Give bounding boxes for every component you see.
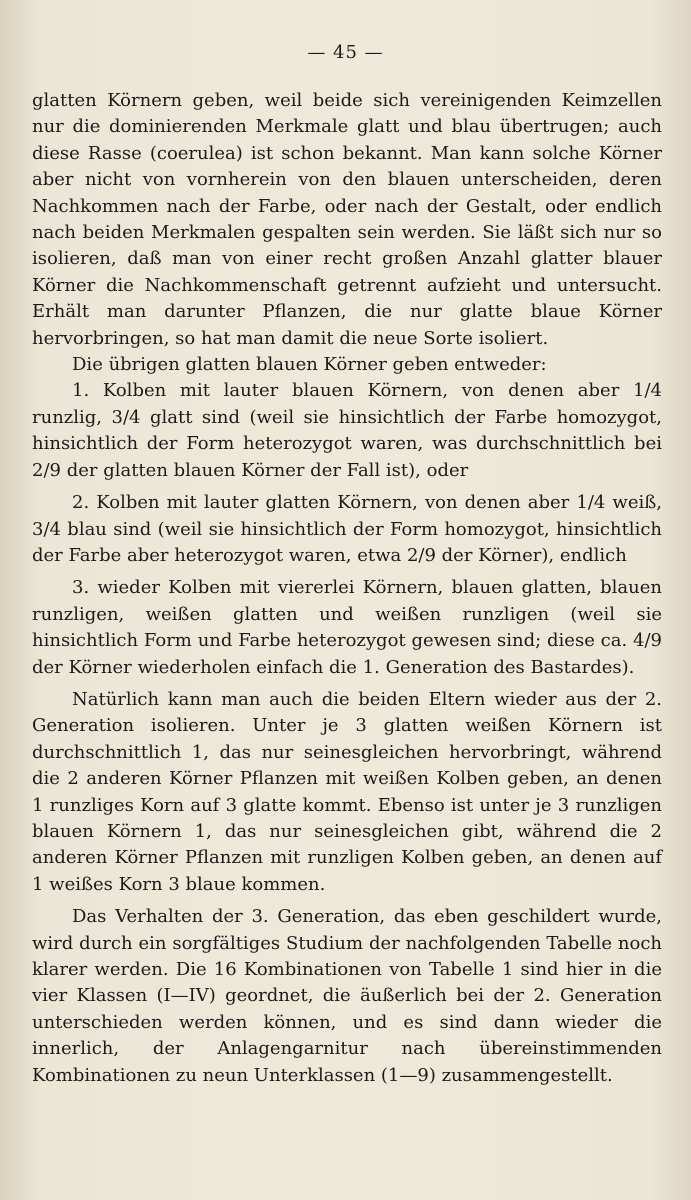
list-item-2: 2. Kolben mit lauter glatten Körnern, von denen aber 1/4 weiß, 3/4 blau sind (weil sie hinsichtlich der Form homozygot, hinsichtlich der Farbe aber heterozygot waren, etwa 2/9 der Körner), endlich bbox=[32, 492, 662, 566]
page-number: — 45 — bbox=[307, 42, 384, 63]
paragraph-2: Die übrigen glatten blauen Körner geben entweder: bbox=[72, 354, 547, 376]
list-item-3: 3. wieder Kolben mit viererlei Körnern, blauen glatten, blauen runzligen, weißen glatten und weißen runzligen (weil sie hinsichtlich Form und Farbe heterozygot gewesen sind; diese ca. 4/9 der Körner wiederholen einfach die 1. Generation des Bastardes). bbox=[32, 577, 662, 678]
paragraph-3: Natürlich kann man auch die beiden Eltern wieder aus der 2. Generation isolieren. Unter je 3 glatten weißen Körnern ist durchschnittlich 1, das nur seinesgleichen hervorbringt, während die 2 anderen Körner Pflanzen mit weißen Kolben geben, an denen 1 runzliges Korn auf 3 glatte kommt. Ebenso ist unter je 3 runzligen blauen Körnern 1, das nur seinesgleichen gibt, während die 2 anderen Körner Pflanzen mit runzligen Kolben geben, an denen auf 1 weißes Korn 3 blaue kommen. bbox=[32, 688, 662, 895]
page-body bbox=[32, 88, 662, 1089]
paragraph-1: glatten Körnern geben, weil beide sich vereinigenden Keimzellen nur die dominierenden Merkmale glatt und blau übertrugen; auch diese Rasse (coerulea) ist schon bekannt. Man kann solche Körner aber nicht von vornherein von den blauen unterscheiden, deren Nachkommen nach der Farbe, oder nach der Gestalt, oder endlich nach beiden Merkmalen gespalten sein werden. Sie läßt sich nur so isolieren, daß man von einer recht großen Anzahl glatter blauer Körner die Nachkommenschaft getrennt aufzieht und untersucht. Erhält man darunter Pflanzen, die nur glatte blaue Körner hervorbringen, so hat man damit die neue Sorte isoliert. bbox=[32, 90, 662, 349]
list-item-1: 1. Kolben mit lauter blauen Körnern, von denen aber 1/4 runzlig, 3/4 glatt sind (weil sie hinsichtlich der Farbe homozygot, hinsichtlich der Form heterozygot waren, was durchschnittlich bei 2/9 der glatten blauen Körner der Fall ist), oder bbox=[32, 380, 662, 481]
paragraph-4: Das Verhalten der 3. Generation, das eben geschildert wurde, wird durch ein sorgfältiges Studium der nachfolgenden Tabelle noch klarer werden. Die 16 Kombinationen von Tabelle 1 sind hier in die vier Klassen (I—IV) geordnet, die äußerlich bei der 2. Generation unterschieden werden können, und es sind dann wieder die innerlich, der Anlagengarnitur nach übereinstimmenden Kombinationen zu neun Unterklassen (1—9) zusammengestellt. bbox=[32, 906, 662, 1086]
